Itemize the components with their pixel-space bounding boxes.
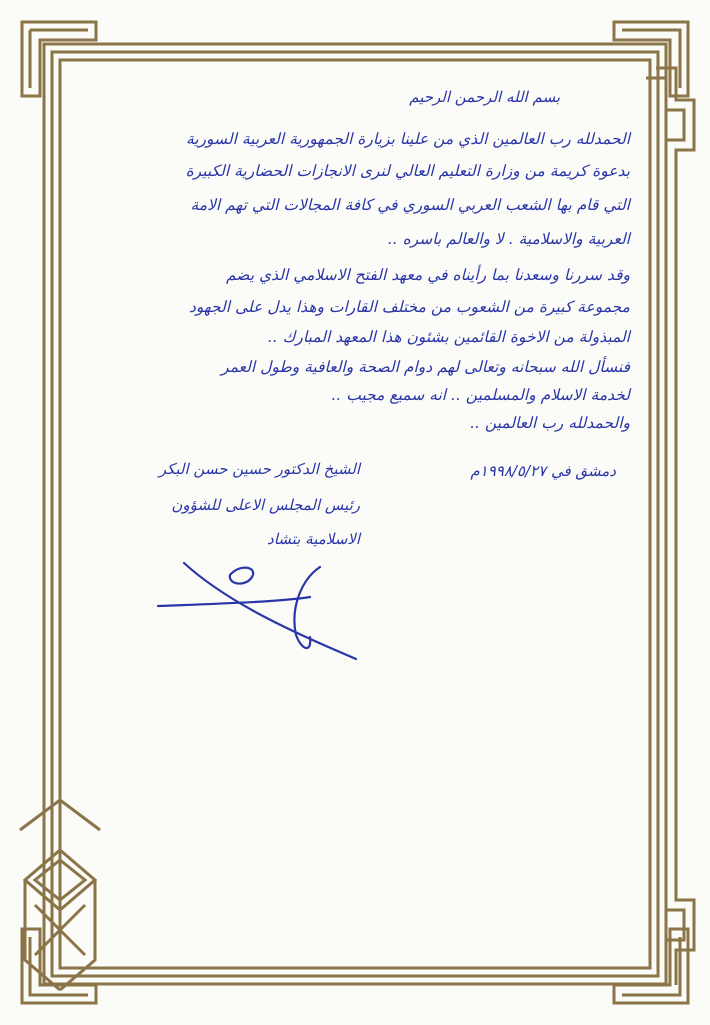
handwritten-letter bbox=[70, 70, 630, 970]
body-line: الحمدلله رب العالمين الذي من علينا بزيارة الجمهورية العربية السورية bbox=[185, 130, 630, 148]
body-line: المبذولة من الاخوة القائمين بشئون هذا المعهد المبارك .. bbox=[267, 328, 630, 346]
signatory-name: الشيخ الدكتور حسين حسن البكر bbox=[158, 460, 360, 478]
body-line: والحمدلله رب العالمين .. bbox=[470, 414, 630, 432]
body-line: بدعوة كريمة من وزارة التعليم العالي لنرى الانجازات الحضارية الكبيرة bbox=[185, 162, 630, 180]
body-line: لخدمة الاسلام والمسلمين .. انه سميع مجيب .. bbox=[331, 386, 630, 404]
body-line: فنسأل الله سبحانه وتعالى لهم دوام الصحة والعافية وطول العمر bbox=[221, 358, 630, 376]
basmala: بسم الله الرحمن الرحيم bbox=[409, 88, 560, 106]
handwritten-signature bbox=[150, 555, 370, 670]
body-line: العربية والاسلامية . لا والعالم باسره .. bbox=[387, 230, 630, 248]
date-line: دمشق في ١٩٩٨/٥/٢٧م bbox=[470, 462, 616, 480]
signatory-title: رئيس المجلس الاعلى للشؤون bbox=[171, 496, 360, 514]
body-line: وقد سررنا وسعدنا بما رأيناه في معهد الفتح الاسلامي الذي يضم bbox=[225, 266, 630, 284]
signatory-title: الاسلامية بتشاد bbox=[267, 530, 360, 548]
body-line: التي قام بها الشعب العربي السوري في كافة المجالات التي تهم الامة bbox=[190, 196, 630, 214]
body-line: مجموعة كبيرة من الشعوب من مختلف القارات وهذا يدل على الجهود bbox=[189, 298, 630, 316]
